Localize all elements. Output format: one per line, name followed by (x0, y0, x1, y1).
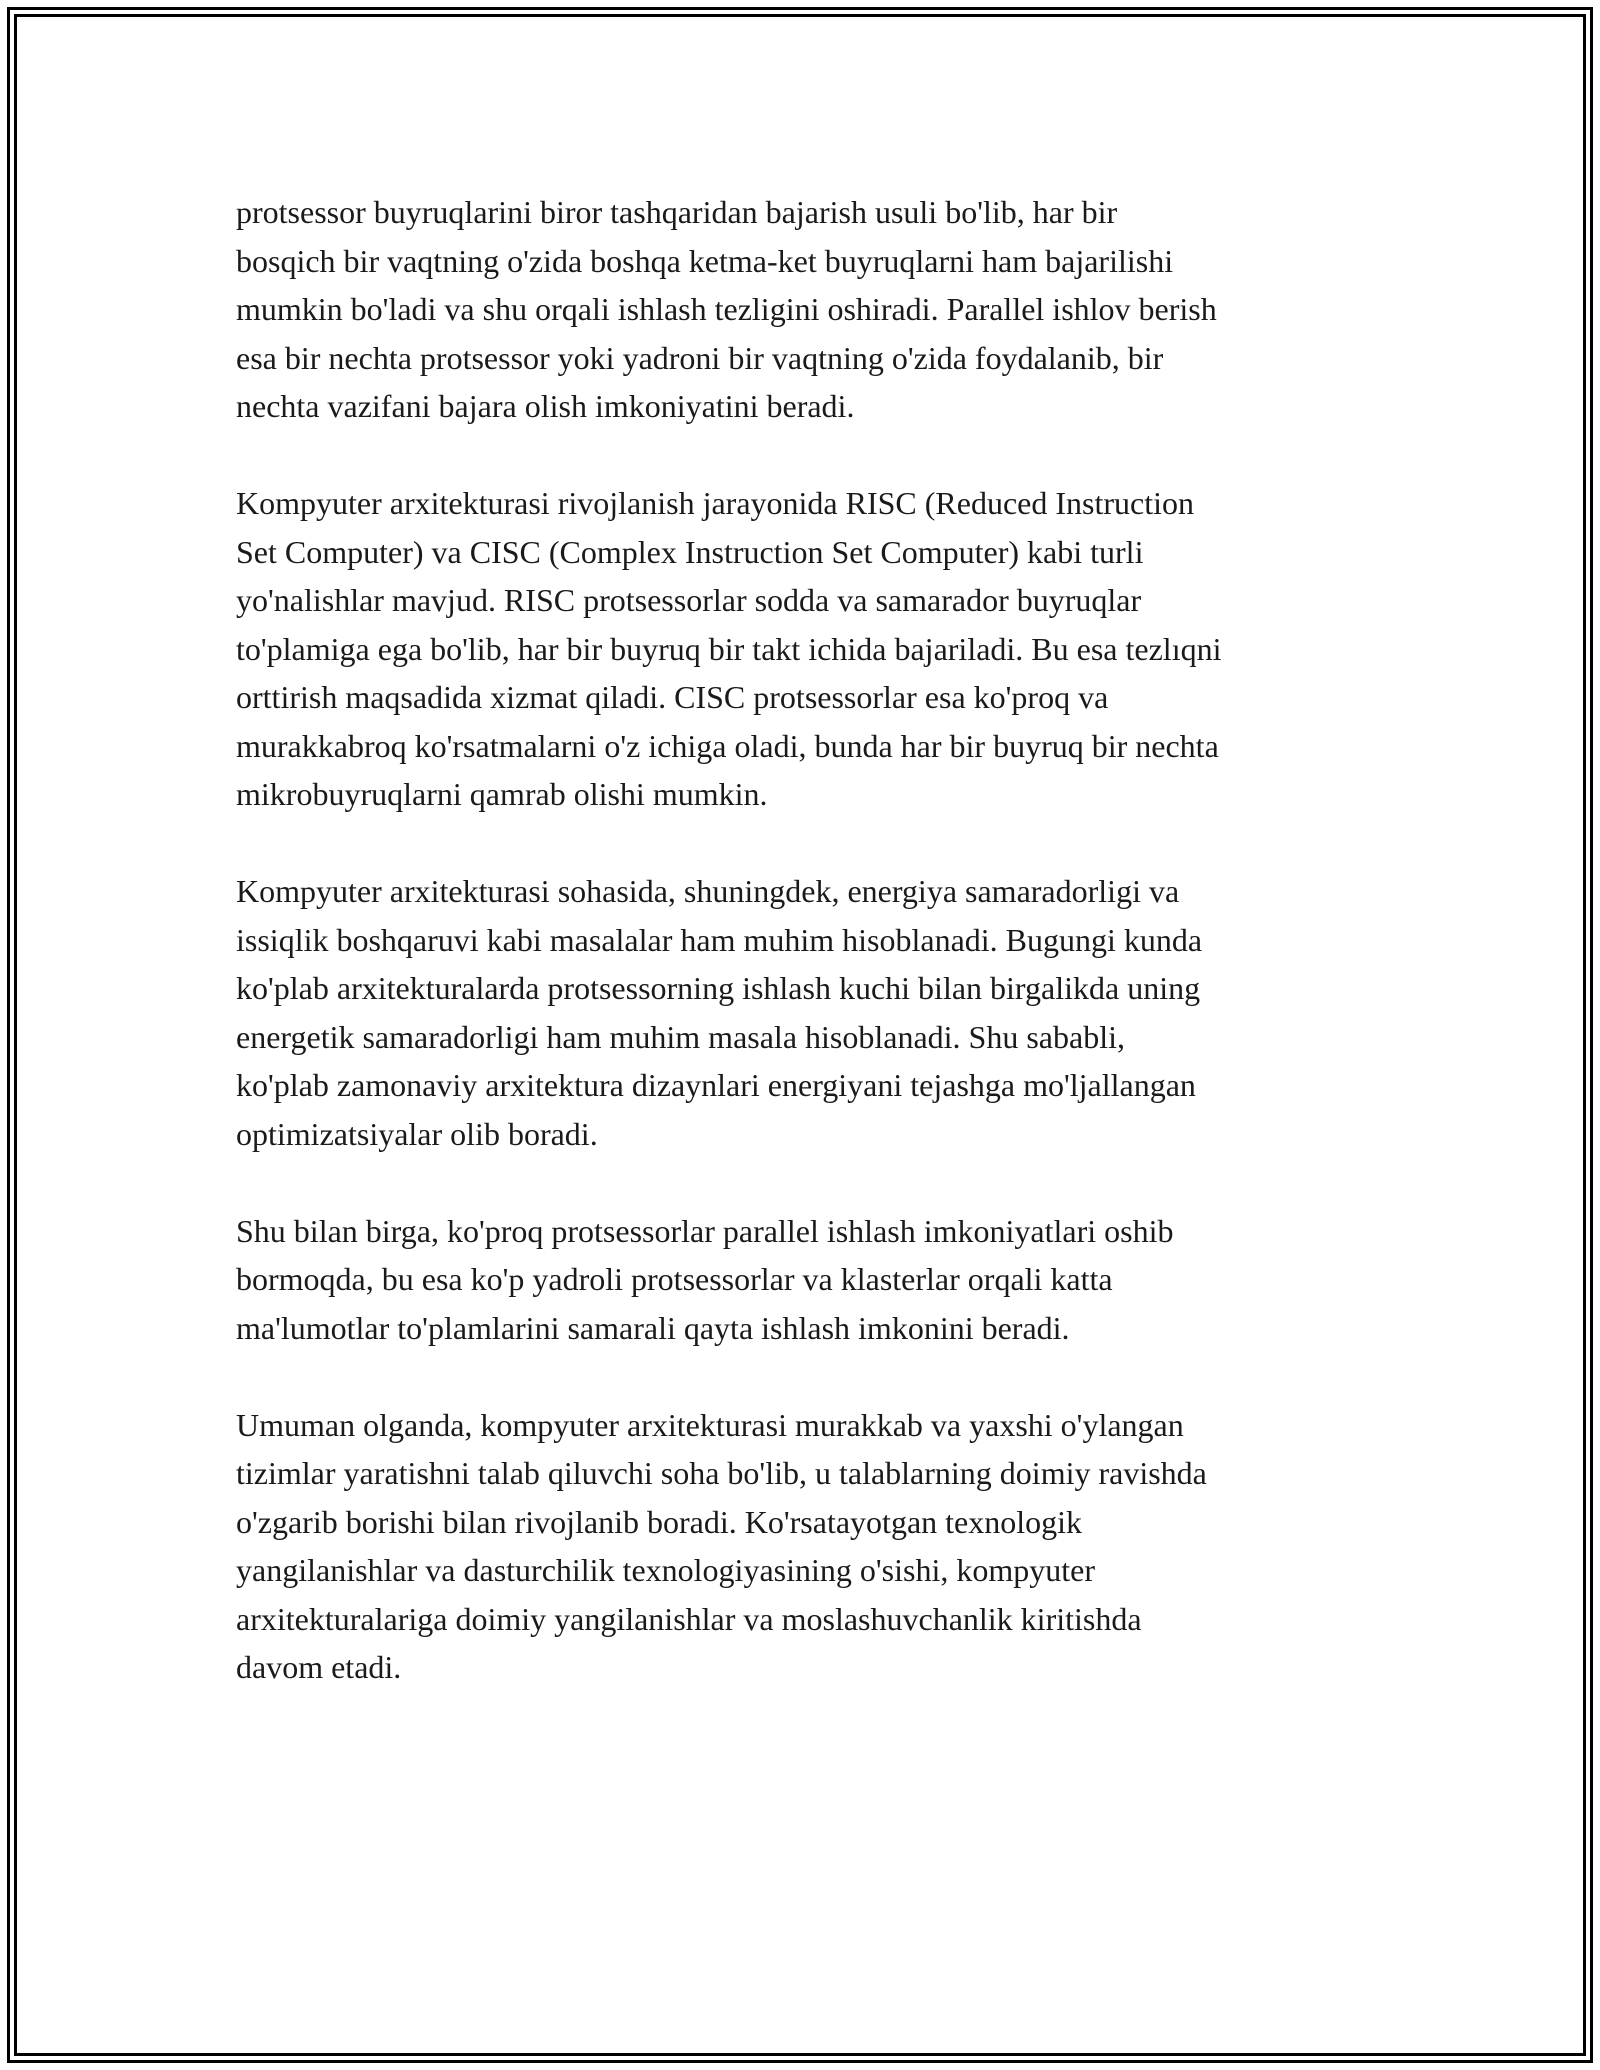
text-line: yo'nalishlar mavjud. RISC protsessorlar sodda va samarador buyruqlar (236, 582, 1142, 618)
text-line: murakkabroq ko'rsatmalarni o'z ichiga oladi, bunda har bir buyruq bir nechta (236, 727, 1219, 764)
text-line: Set Computer) va CISC (Complex Instruction Set Computer) kabi turli (236, 533, 1144, 570)
text-line: protsessor buyruqlarini biror tashqaridan bajarish usuli bo'lib, har bir (236, 194, 1118, 230)
text-line: bosqich bir vaqtning o'zida boshqa ketma-ket buyruqlarni ham bajarilishi (236, 242, 1174, 279)
text-line: ko'plab zamonaviy arxitektura dizaynlari energiyani tejashga mo'ljallangan (236, 1067, 1196, 1103)
paragraph-conclusion (236, 1401, 1386, 1692)
text-line: Shu bilan birga, ko'proq protsessorlar parallel ishlash imkoniyatlari oshib (236, 1212, 1174, 1249)
document-body (236, 188, 1386, 1740)
paragraph-parallel-processing (236, 1207, 1386, 1353)
text-line: o'zgarib borishi bilan rivojlanib boradi. Ko'rsatayotgan texnologik (236, 1503, 1083, 1540)
text-line: nechta vazifani bajara olish imkoniyatini beradi. (236, 388, 855, 424)
text-line: yangilanishlar va dasturchilik texnologiyasining o'sishi, kompyuter (236, 1552, 1095, 1588)
text-line: mumkin bo'ladi va shu orqali ishlash tezligini oshiradi. Parallel ishlov berish (236, 291, 1217, 327)
paragraph-pipelining (236, 188, 1386, 431)
text-line: Kompyuter arxitekturasi rivojlanish jarayonida RISC (Reduced Instruction (236, 485, 1194, 521)
paragraph-risc-cisc (236, 479, 1386, 819)
text-line: issiqlik boshqaruvi kabi masalalar ham muhim hisoblanadi. Bugungi kunda (236, 921, 1203, 958)
text-line: optimizatsiyalar olib boradi. (236, 1115, 598, 1152)
text-line: orttirish maqsadida xizmat qiladi. CISC protsessorlar esa ko'proq va (236, 679, 1109, 715)
paragraph-energy-efficiency (236, 867, 1386, 1158)
text-line: esa bir nechta protsessor yoki yadroni bir vaqtning o'zida foydalanib, bir (236, 339, 1164, 376)
text-line: mikrobuyruqlarni qamrab olishi mumkin. (236, 776, 768, 812)
text-line: arxitekturalariga doimiy yangilanishlar va moslashuvchanlik kiritishda (236, 1600, 1142, 1637)
text-line: to'plamiga ega bo'lib, har bir buyruq bir takt ichida bajariladi. Bu esa tezlıqni (236, 630, 1222, 667)
text-line: tizimlar yaratishni talab qiluvchi soha bo'lib, u talablarning doimiy ravishda (236, 1455, 1207, 1491)
text-line: ko'plab arxitekturalarda protsessorning ishlash kuchi bilan birgalikda uning (236, 970, 1201, 1006)
text-line: ma'lumotlar to'plamlarini samarali qayta ishlash imkonini beradi. (236, 1309, 1070, 1346)
text-line: Umuman olganda, kompyuter arxitekturasi murakkab va yaxshi o'ylangan (236, 1406, 1184, 1443)
text-line: bormoqda, bu esa ko'p yadroli protsessorlar va klasterlar orqali katta (236, 1261, 1113, 1297)
text-line: Kompyuter arxitekturasi sohasida, shuningdek, energiya samaradorligi va (236, 873, 1180, 909)
text-line: davom etadi. (236, 1649, 402, 1685)
text-line: energetik samaradorligi ham muhim masala hisoblanadi. Shu sababli, (236, 1018, 1125, 1055)
